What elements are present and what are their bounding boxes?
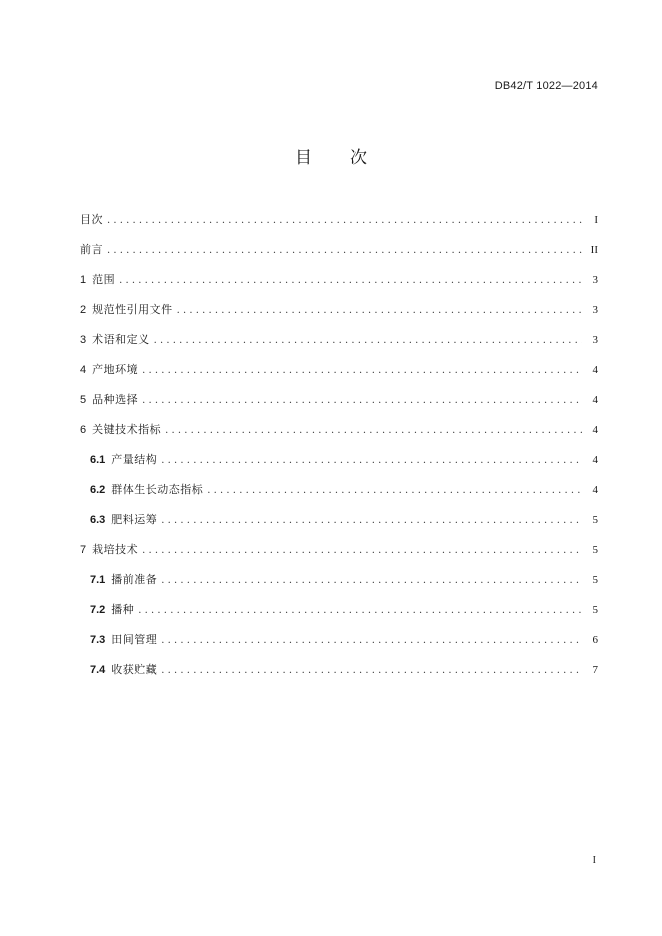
toc-dot-leader <box>161 515 582 526</box>
toc-entry-page: 3 <box>592 274 598 286</box>
toc-entry-number: 7.3 <box>90 634 106 646</box>
toc-entry-label: 品种选择 <box>92 393 139 406</box>
toc-entry-page: 4 <box>592 394 598 406</box>
toc-dot-leader <box>142 395 582 406</box>
title-char-1: 目 <box>295 148 312 168</box>
toc-entry[interactable] <box>80 541 598 571</box>
toc-dot-leader <box>142 365 582 376</box>
document-code: DB42/T 1022—2014 <box>494 80 598 92</box>
toc-dot-leader <box>154 335 582 346</box>
toc-dot-leader <box>177 305 582 316</box>
toc-entry-label: 前言 <box>80 243 103 256</box>
toc-dot-leader <box>142 545 582 556</box>
toc-entry-label: 术语和定义 <box>92 333 150 346</box>
toc-entry[interactable] <box>80 451 598 481</box>
toc-dot-leader <box>138 605 582 616</box>
toc-entry[interactable] <box>80 361 598 391</box>
toc-dot-leader <box>107 245 582 256</box>
toc-entry-page: 3 <box>592 304 598 316</box>
toc-dot-leader <box>119 275 582 286</box>
toc-entry-number: 7.2 <box>90 604 106 616</box>
toc-entry-page: 4 <box>592 364 598 376</box>
toc-entry-label: 目次 <box>80 213 103 226</box>
toc-entry-number: 1 <box>80 274 87 286</box>
toc-entry-number: 5 <box>80 394 87 406</box>
table-of-contents <box>80 211 598 691</box>
toc-entry-label: 产量结构 <box>111 453 158 466</box>
toc-entry-label: 栽培技术 <box>92 543 139 556</box>
toc-entry-number: 6.2 <box>90 484 106 496</box>
toc-entry[interactable] <box>80 301 598 331</box>
toc-entry-label: 田间管理 <box>111 633 158 646</box>
toc-entry[interactable] <box>80 571 598 601</box>
toc-entry-label: 群体生长动态指标 <box>111 483 204 496</box>
toc-entry-label: 播前准备 <box>111 573 158 586</box>
toc-entry-label: 肥料运筹 <box>111 513 158 526</box>
toc-dot-leader <box>107 215 582 226</box>
toc-entry-number: 7 <box>80 544 87 556</box>
toc-entry[interactable] <box>80 421 598 451</box>
toc-entry[interactable] <box>80 481 598 511</box>
toc-dot-leader <box>161 635 582 646</box>
toc-dot-leader <box>165 425 582 436</box>
toc-entry[interactable] <box>80 391 598 421</box>
toc-entry[interactable] <box>80 241 598 271</box>
toc-entry-page: 5 <box>592 604 598 616</box>
toc-entry-page: 3 <box>592 334 598 346</box>
toc-entry-number: 2 <box>80 304 87 316</box>
toc-entry-number: 7.1 <box>90 574 106 586</box>
toc-entry-label: 规范性引用文件 <box>92 303 173 316</box>
toc-dot-leader <box>207 485 582 496</box>
toc-entry-label: 产地环境 <box>92 363 139 376</box>
toc-entry-page: I <box>594 214 598 226</box>
toc-entry-page: 4 <box>592 484 598 496</box>
toc-entry-number: 4 <box>80 364 87 376</box>
toc-dot-leader <box>161 575 582 586</box>
toc-entry-number: 3 <box>80 334 87 346</box>
title-char-2: 次 <box>350 148 367 168</box>
toc-entry-number: 7.4 <box>90 664 106 676</box>
toc-entry-number: 6.1 <box>90 454 106 466</box>
toc-entry-label: 播种 <box>111 603 135 616</box>
toc-entry-number: 6.3 <box>90 514 106 526</box>
toc-entry-page: 4 <box>592 424 598 436</box>
toc-entry-page: 5 <box>592 574 598 586</box>
toc-entry[interactable] <box>80 631 598 661</box>
toc-entry-page: 5 <box>592 514 598 526</box>
toc-entry[interactable] <box>80 511 598 541</box>
toc-entry[interactable] <box>80 601 598 631</box>
toc-entry-page: II <box>590 244 598 256</box>
toc-entry-page: 6 <box>592 634 598 646</box>
toc-entry[interactable] <box>80 331 598 361</box>
page-title <box>0 143 662 168</box>
toc-dot-leader <box>161 455 582 466</box>
toc-entry-label: 范围 <box>92 273 116 286</box>
toc-entry[interactable] <box>80 271 598 301</box>
toc-entry[interactable] <box>80 661 598 691</box>
page-number: I <box>592 855 596 866</box>
toc-dot-leader <box>161 665 582 676</box>
toc-entry-label: 收获贮藏 <box>111 663 158 676</box>
toc-entry-number: 6 <box>80 424 87 436</box>
toc-entry-page: 5 <box>592 544 598 556</box>
toc-entry-page: 7 <box>592 664 598 676</box>
toc-entry[interactable] <box>80 211 598 241</box>
toc-entry-page: 4 <box>592 454 598 466</box>
toc-entry-label: 关键技术指标 <box>92 423 162 436</box>
